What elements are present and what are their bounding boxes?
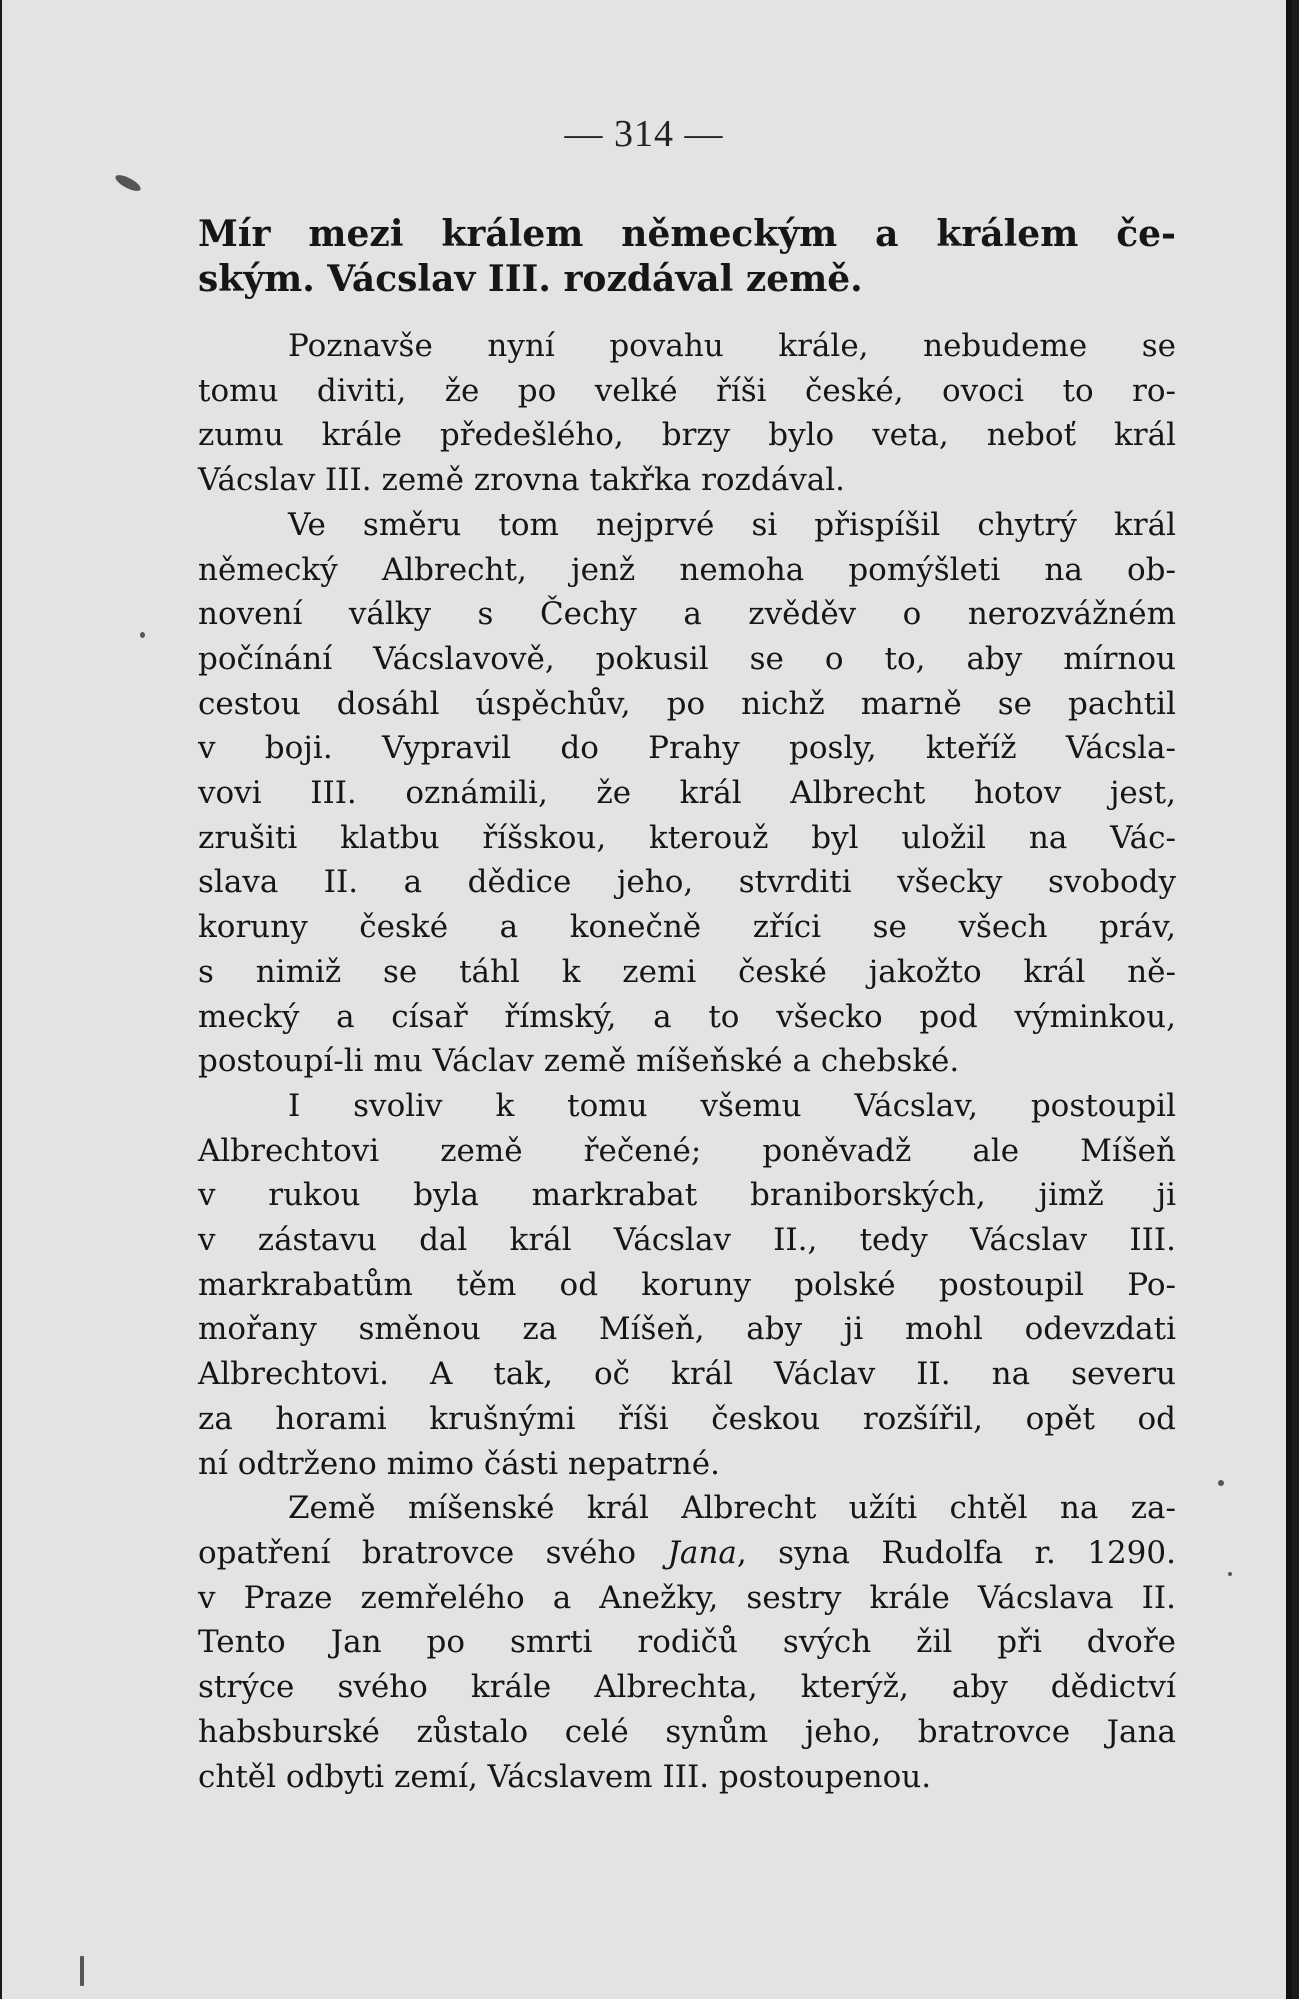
text-line: Ve směru tom nejprvé si přispíšil chytrý král	[288, 506, 1176, 543]
italic-name: Jana	[667, 1534, 737, 1571]
heading-line: Mír mezi králem německým a králem če-	[198, 213, 1176, 255]
text-line: Země míšenské král Albrecht užíti chtěl na za-	[288, 1490, 1176, 1527]
text-line: I svoliv k tomu všemu Vácslav, postoupil	[288, 1087, 1176, 1124]
paragraph-2	[198, 503, 1176, 1084]
heading-line: ským. Vácslav III. rozdával země.	[198, 258, 863, 300]
text-line: s nimiž se táhl k zemi české jakožto král ně-	[198, 953, 1176, 990]
text-line: za horami krušnými říši českou rozšířil, opět od	[198, 1400, 1176, 1437]
text-line: v rukou byla markrabat braniborských, jimž ji	[198, 1177, 1176, 1214]
text-line: v zástavu dal král Vácslav II., tedy Vácslav III.	[198, 1222, 1176, 1259]
text-line: markrabatům těm od koruny polské postoupil Po-	[198, 1266, 1176, 1303]
print-speck	[1228, 1572, 1232, 1576]
text-line: Tento Jan po smrti rodičů svých žil při dvoře	[198, 1624, 1176, 1661]
text-line: v boji. Vypravil do Prahy posly, kteříž Vácsla-	[198, 730, 1176, 767]
text-line: chtěl odbyti zemí, Vácslavem III. postoupenou.	[198, 1758, 932, 1795]
text-line: novení války s Čechy a zvěděv o nerozvážném	[198, 596, 1176, 633]
text-line: ní odtrženo mimo části nepatrné.	[198, 1445, 720, 1482]
text-line: Albrechtovi. A tak, oč král Václav II. na severu	[198, 1356, 1176, 1393]
text-line: Poznavše nyní povahu krále, nebudeme se	[288, 328, 1176, 364]
text-line: tomu diviti, že po velké říši české, ovoci to ro-	[198, 372, 1176, 409]
paragraph-4	[198, 1486, 1176, 1799]
chapter-heading	[198, 212, 1176, 302]
text-line: počínání Vácslavově, pokusil se o to, aby mírnou	[198, 640, 1176, 677]
print-speck	[113, 172, 142, 194]
text-line: postoupí-li mu Václav země míšeňské a chebské.	[198, 1043, 960, 1080]
text-line: vovi III. oznámili, že král Albrecht hotov jest,	[198, 775, 1176, 812]
text-line: Vácslav III. země zrovna takřka rozdával.	[198, 462, 845, 499]
text-line: zumu krále předešlého, brzy bylo veta, neboť král	[198, 417, 1176, 454]
text-line: zrušiti klatbu říšskou, kterouž byl uložil na Vác-	[198, 819, 1176, 856]
text-line: strýce svého krále Albrechta, kterýž, aby dědictví	[198, 1669, 1176, 1706]
paragraph-1	[198, 324, 1176, 503]
page-number: — 314 —	[564, 113, 724, 155]
print-speck	[80, 1956, 84, 1986]
page-content	[198, 212, 1176, 1799]
print-speck	[140, 632, 145, 638]
text-line: Albrechtovi země řečené; poněvadž ale Míšeň	[198, 1132, 1176, 1169]
text-line: koruny české a konečně zříci se všech práv,	[198, 909, 1176, 946]
text-line: mecký a císař římský, a to všecko pod výminkou,	[198, 998, 1176, 1035]
paragraph-3	[198, 1084, 1176, 1486]
text-line: německý Albrecht, jenž nemoha pomýšleti na ob-	[198, 551, 1176, 588]
text-line: mořany směnou za Míšeň, aby ji mohl odevzdati	[198, 1311, 1176, 1348]
text-line: habsburské zůstalo celé synům jeho, bratrovce Jana	[198, 1713, 1176, 1750]
text-line: v Praze zemřelého a Anežky, sestry krále Vácslava II.	[198, 1579, 1176, 1616]
book-page	[2, 0, 1292, 1999]
text-line: opatření bratrovce svého Jana, syna Rudolfa r. 1290.	[198, 1534, 1176, 1571]
text-line: cestou dosáhl úspěchův, po nichž marně se pachtil	[198, 685, 1176, 722]
text-line: slava II. a dědice jeho, stvrditi všecky svobody	[198, 864, 1176, 901]
print-speck	[1218, 1480, 1224, 1486]
